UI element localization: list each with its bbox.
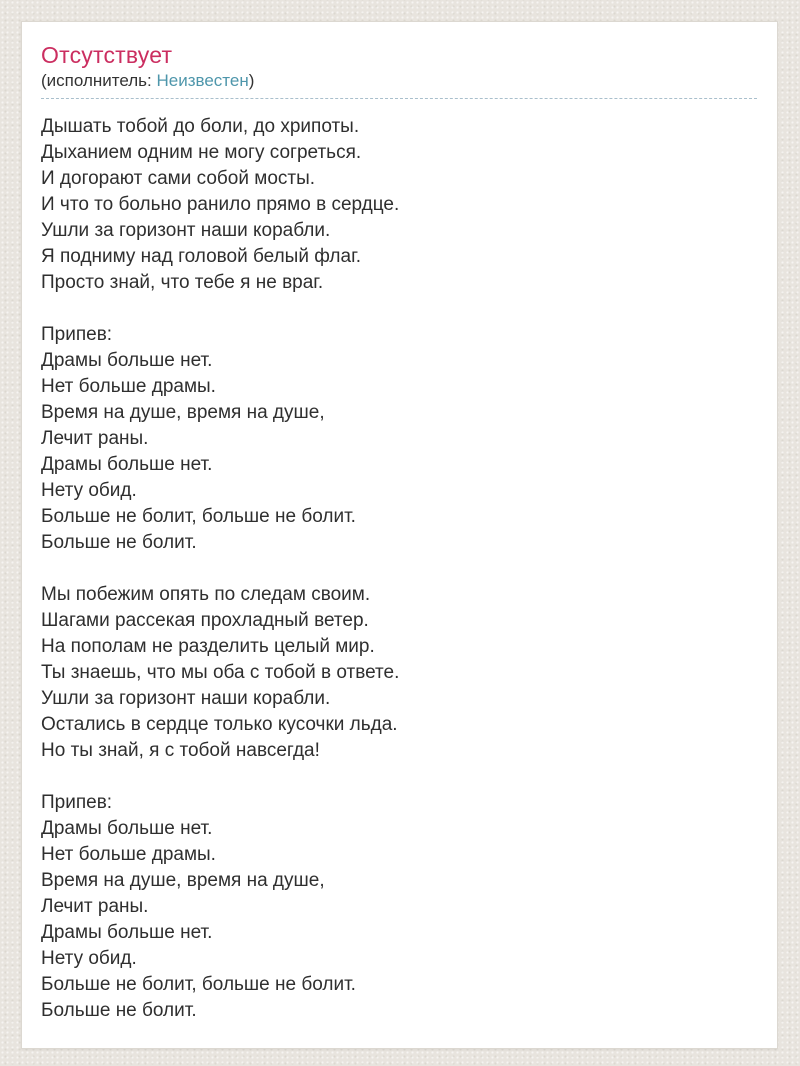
lyric-line: Дышать тобой до боли, до хрипоты. bbox=[41, 116, 360, 137]
lyrics-card bbox=[21, 21, 778, 1049]
lyric-line: Просто знай, что тебе я не враг. bbox=[41, 272, 324, 293]
lyric-line: И догорают сами собой мосты. bbox=[41, 168, 316, 189]
lyric-line: Драмы больше нет. bbox=[41, 922, 213, 943]
lyric-line: Я подниму над головой белый флаг. bbox=[41, 246, 361, 267]
lyric-line: Лечит раны. bbox=[41, 896, 149, 917]
lyric-line: Остались в сердце только кусочки льда. bbox=[41, 714, 398, 735]
lyric-line: И что то больно ранило прямо в сердце. bbox=[41, 194, 400, 215]
artist-link[interactable]: Неизвестен bbox=[156, 71, 249, 90]
stanza-gap bbox=[41, 764, 757, 790]
lyric-line: Припев: bbox=[41, 792, 113, 813]
lyric-line: Нету обид. bbox=[41, 948, 137, 969]
artist-line bbox=[41, 70, 757, 99]
lyric-line: Драмы больше нет. bbox=[41, 350, 213, 371]
lyric-line: Больше не болит. bbox=[41, 1000, 197, 1021]
lyric-line: Драмы больше нет. bbox=[41, 818, 213, 839]
lyric-line: Больше не болит, больше не болит. bbox=[41, 974, 356, 995]
lyric-line: Лечит раны. bbox=[41, 428, 149, 449]
lyric-line: Но ты знай, я с тобой навсегда! bbox=[41, 740, 320, 761]
lyric-line: Больше не болит, больше не болит. bbox=[41, 506, 356, 527]
artist-suffix: ) bbox=[248, 71, 255, 90]
lyric-line: Нет больше драмы. bbox=[41, 844, 216, 865]
lyric-line: Припев: bbox=[41, 324, 113, 345]
stanza-gap bbox=[41, 296, 757, 322]
stanza-gap bbox=[41, 556, 757, 582]
lyric-line: На пополам не разделить целый мир. bbox=[41, 636, 375, 657]
song-title: Отсутствует bbox=[41, 42, 173, 68]
lyrics-text bbox=[41, 114, 757, 1024]
lyric-line: Ушли за горизонт наши корабли. bbox=[41, 220, 331, 241]
lyric-line: Шагами рассекая прохладный ветер. bbox=[41, 610, 369, 631]
lyric-line: Драмы больше нет. bbox=[41, 454, 213, 475]
lyric-line: Мы побежим опять по следам своим. bbox=[41, 584, 371, 605]
lyric-line: Ты знаешь, что мы оба с тобой в ответе. bbox=[41, 662, 400, 683]
lyric-line: Время на душе, время на душе, bbox=[41, 870, 325, 891]
lyric-line: Больше не болит. bbox=[41, 532, 197, 553]
lyric-line: Время на душе, время на душе, bbox=[41, 402, 325, 423]
artist-label: (исполнитель: bbox=[41, 71, 157, 90]
lyric-line: Дыханием одним не могу согреться. bbox=[41, 142, 362, 163]
lyric-line: Нету обид. bbox=[41, 480, 137, 501]
lyric-line: Нет больше драмы. bbox=[41, 376, 216, 397]
lyric-line: Ушли за горизонт наши корабли. bbox=[41, 688, 331, 709]
